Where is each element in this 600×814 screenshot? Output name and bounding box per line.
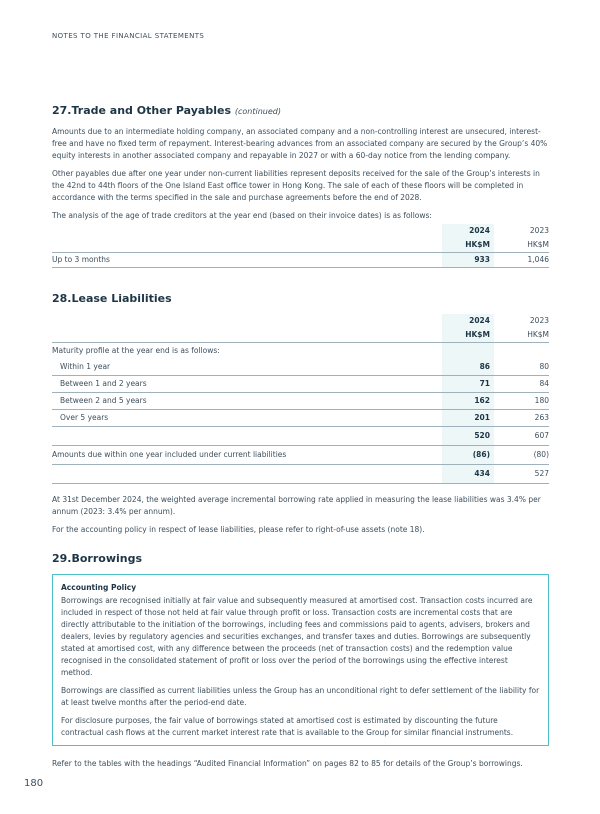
table-row [52, 410, 549, 427]
row-value-2023: 263 [534, 413, 549, 422]
row-value-2024: 201 [442, 410, 494, 426]
blank-cell [52, 427, 442, 445]
s27-paragraph-1: Amounts due to an intermediate holding company, an associated company and a non-controlling interest are unsecured, interest-free and have no fixed term of repayment. Interest-bearing advances from an associated company are secured by the Group’s 40% equity interests in another associated company and repayable in 2027 or with a 60-day notice from the lending company. [52, 127, 548, 160]
subtotal-row [52, 427, 549, 446]
current-2024: (86) [442, 446, 494, 464]
blank-cell [442, 343, 494, 359]
unit-2023: HK$M [527, 240, 549, 249]
section-29-title: 29.Borrowings [52, 552, 143, 565]
row-label: Between 2 and 5 years [60, 396, 147, 405]
unit-2023: HK$M [527, 330, 549, 339]
policy-paragraph-3: For disclosure purposes, the fair value of borrowings stated at amortised cost is estimated by discounting the future contractual cash flows at the current market interest rate that is available to the Group for similar financial instruments. [61, 716, 514, 737]
blank-cell [494, 343, 549, 359]
table-header-year [52, 224, 549, 238]
maturity-intro-row [52, 342, 549, 359]
table-row [52, 252, 549, 268]
table-row [52, 359, 549, 376]
col-2023: 2023 [529, 316, 549, 325]
section-28-title: 28.Lease Liabilities [52, 292, 172, 305]
row-value-2024: 162 [442, 393, 494, 409]
s28-paragraph-2: For the accounting policy in respect of lease liabilities, please refer to right-of-use assets (note 18). [52, 525, 425, 534]
table-header-year [52, 314, 549, 328]
blank-cell [52, 465, 442, 483]
section-27-title [52, 104, 549, 117]
col-2024: 2024 [442, 224, 494, 238]
row-value-2023: 84 [539, 379, 549, 388]
page-number: 180 [24, 778, 44, 789]
policy-paragraph-1: Borrowings are recognised initially at fair value and subsequently measured at amortised cost. Transaction costs incurred are included in respect of those not held at fair value through profit or loss. Transaction costs are incremental costs that are directly attributable to the initiation of the borrowings, including fees and commissions paid to agents, advisers, brokers and dealers, levies by regulatory agencies and securities exchanges, and transfer taxes and duties. Borrowings are subsequently stated at amortised cost, with any difference between the proceeds (net of transaction costs) and the redemption value recognised in the consolidated statement of profit or loss over the period of the borrowings using the effective interest method. [61, 596, 533, 677]
row-value-2023: 1,046 [527, 255, 549, 264]
subtotal-2024: 520 [442, 427, 494, 445]
row-label: Up to 3 months [52, 255, 110, 264]
trade-creditors-table [52, 224, 549, 268]
running-header: NOTES TO THE FINANCIAL STATEMENTS [52, 32, 205, 40]
s27-paragraph-2: Other payables due after one year under non-current liabilities represent deposits received for the sale of the Group’s interests in the 42nd to 44th floors of the One Island East office tower in Hong Kong. The sale of each of these floors will be completed in accordance with the terms specified in the sale and purchase agreements before the end of 2028. [52, 169, 540, 202]
total-2023: 527 [534, 469, 549, 478]
col-2023: 2023 [529, 226, 549, 235]
table-header-unit [52, 238, 549, 252]
col-2024: 2024 [442, 314, 494, 328]
continued-label: (continued) [234, 107, 281, 116]
current-2023: (80) [533, 450, 549, 459]
total-row [52, 465, 549, 484]
current-label: Amounts due within one year included under current liabilities [52, 450, 287, 459]
lease-liabilities-table [52, 314, 549, 484]
unit-2024: HK$M [442, 238, 494, 252]
accounting-policy-title: Accounting Policy [61, 583, 137, 592]
row-label: Within 1 year [60, 362, 111, 371]
s27-paragraph-3: The analysis of the age of trade creditors at the year end (based on their invoice dates) is as follows: [52, 211, 432, 220]
section-27-title-text: 27.Trade and Other Payables [52, 104, 232, 117]
s28-paragraph-1: At 31st December 2024, the weighted average incremental borrowing rate applied in measuring the lease liabilities was 3.4% per annum (2023: 3.4% per annum). [52, 495, 541, 516]
row-value-2023: 80 [539, 362, 549, 371]
policy-paragraph-2: Borrowings are classified as current liabilities unless the Group has an unconditional right to defer settlement of the liability for at least twelve months after the period-end date. [61, 686, 540, 707]
table-row [52, 376, 549, 393]
row-value-2024: 86 [442, 359, 494, 375]
table-row [52, 393, 549, 410]
total-2024: 434 [442, 465, 494, 483]
subtotal-2023: 607 [534, 431, 549, 440]
s29-refer-paragraph: Refer to the tables with the headings “Audited Financial Information” on pages 82 to 85 for details of the Group’s borrowings. [52, 759, 523, 768]
page-content [52, 104, 549, 776]
current-portion-row [52, 446, 549, 465]
accounting-policy-box [52, 574, 549, 746]
row-label: Over 5 years [60, 413, 109, 422]
table-header-unit [52, 328, 549, 342]
row-value-2024: 71 [442, 376, 494, 392]
maturity-intro: Maturity profile at the year end is as follows: [52, 346, 220, 355]
unit-2024: HK$M [442, 328, 494, 342]
row-value-2023: 180 [534, 396, 549, 405]
row-value-2024: 933 [442, 253, 494, 267]
row-label: Between 1 and 2 years [60, 379, 147, 388]
